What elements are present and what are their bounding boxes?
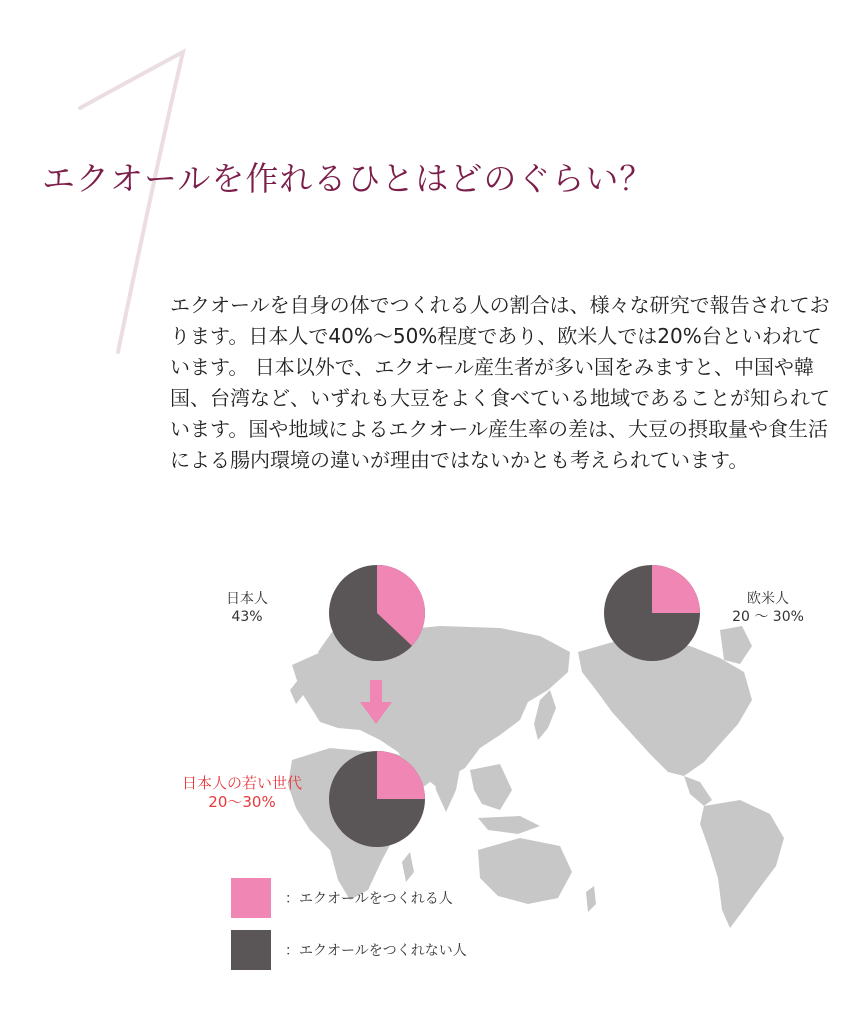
down-arrow-icon — [360, 680, 392, 726]
legend-swatch-producer — [231, 878, 271, 918]
label-japanese-value: 43% — [231, 609, 263, 625]
legend-label-non-producer: ：エクオールをつくれない人 — [285, 943, 467, 959]
label-young-japanese — [162, 774, 322, 812]
intro-paragraph: エクオールを自身の体でつくれる人の割合は、様々な研究で報告されております。日本人で40%〜50%程度であり、欧米人では20%台といわれています。 日本以外で、エクオール産生者が多い国をみますと、中国や韓国、台湾など、いずれも大豆をよく食べている地域であることが知られています。国や地域によるエクオール産生率の差は、大豆の摂取量や食生活による腸内環境の違いが理由ではないかとも考えられています。 — [170, 293, 830, 472]
label-japanese-name: 日本人 — [226, 591, 268, 607]
legend-label-producer: ：エクオールをつくれる人 — [285, 891, 453, 907]
legend-item-non-producer — [231, 930, 467, 970]
pie-western-producer — [652, 565, 700, 613]
legend-swatch-non-producer — [231, 930, 271, 970]
label-western-name: 欧米人 — [747, 591, 789, 607]
legend-item-producer — [231, 878, 453, 918]
label-western — [726, 590, 810, 626]
pie-western — [603, 564, 701, 662]
pie-young-japanese-producer — [377, 751, 425, 799]
label-japanese — [212, 590, 282, 626]
label-young-japanese-value: 20〜30% — [208, 793, 276, 811]
pie-japanese — [328, 564, 426, 662]
page-title: エクオールを作れるひとはどのぐらい？ — [42, 159, 654, 198]
label-young-japanese-name: 日本人の若い世代 — [181, 774, 302, 792]
label-western-value: 20 〜 30% — [732, 609, 804, 625]
pie-young-japanese — [328, 750, 426, 848]
